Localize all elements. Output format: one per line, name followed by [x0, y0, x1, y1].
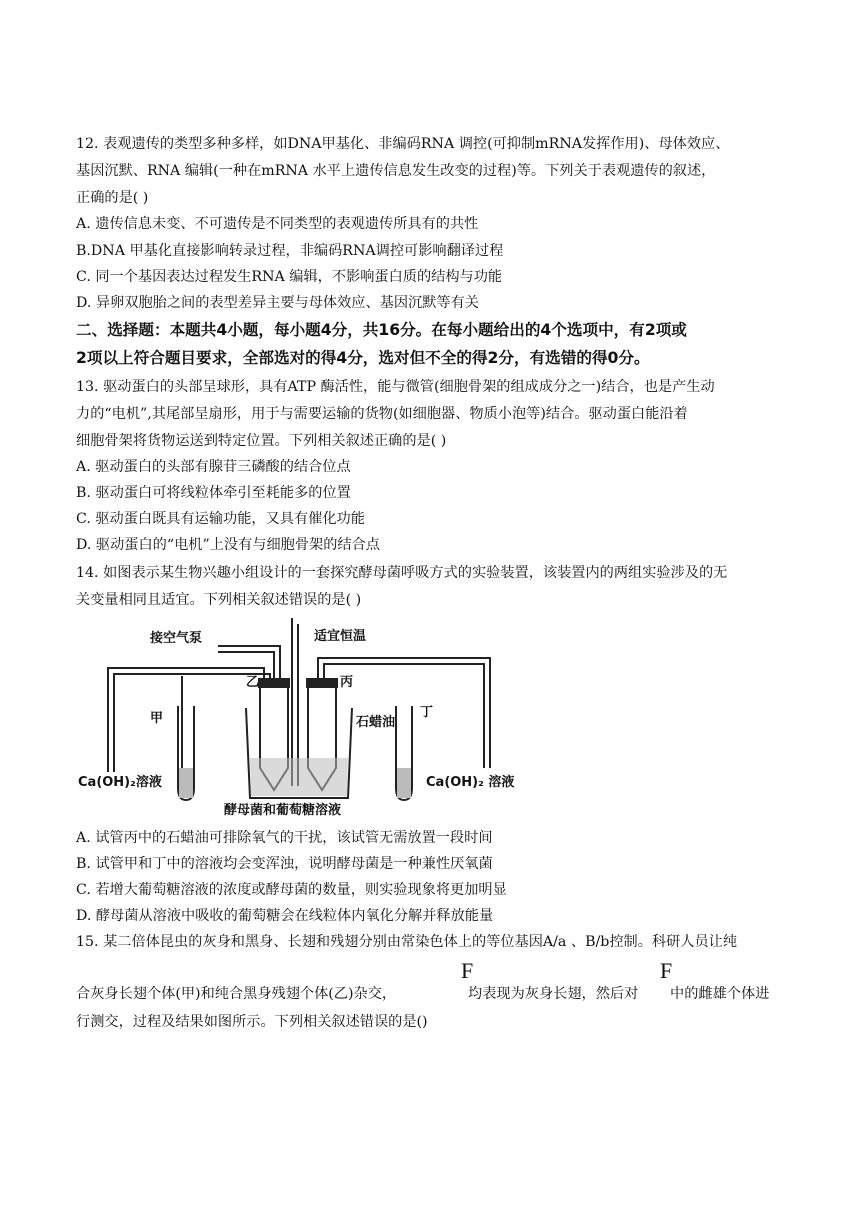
section2-heading-line-1: 二、选择题：本题共4小题，每小题4分，共16分。在每小题给出的4个选项中，有2项或 [76, 321, 687, 339]
q14-line-2: 关变量相同且适宜。下列相关叙述错误的是( ) [76, 592, 362, 608]
q13-option-b: B. 驱动蛋白可将线粒体牵引至耗能多的位置 [76, 485, 351, 501]
label-paraffin-oil: 石蜡油 [356, 715, 396, 730]
q15-line-2a: 合灰身长翅个体(甲)和纯合黑身残翅个体(乙)杂交， [76, 986, 397, 1002]
label-bing: 丙 [340, 675, 354, 690]
q14-option-d: D. 酵母菌从溶液中吸收的葡萄糖会在线粒体内氧化分解并释放能量 [76, 908, 494, 924]
label-limewater-right: Ca(OH)₂ 溶液 [426, 775, 515, 790]
label-yi: 乙 [246, 675, 260, 690]
q15-line-3: 行测交，过程及结果如图所示。下列相关叙述错误的是() [76, 1014, 428, 1030]
q13-option-a: A. 驱动蛋白的头部有腺苷三磷酸的结合位点 [76, 459, 351, 475]
q12-line-1: 12. 表观遗传的类型多种多样，如DNA甲基化、非编码RNA 调控(可抑制mRNA发挥作用)、母体效应、 [76, 136, 730, 152]
q12-option-d: D. 异卵双胞胎之间的表型差异主要与母体效应、基因沉默等有关 [76, 295, 479, 311]
q14-option-a: A. 试管丙中的石蜡油可排除氧气的干扰，该试管无需放置一段时间 [76, 830, 493, 846]
label-limewater-left: Ca(OH)₂溶液 [78, 775, 162, 790]
q15-line-2b: 均表现为灰身长翅，然后对 [468, 986, 639, 1002]
q12-line-2: 基因沉默、RNA 编辑(一种在mRNA 水平上遗传信息发生改变的过程)等。下列关于表观遗传的叙述， [76, 163, 716, 179]
q14-line-1: 14. 如图表示某生物兴趣小组设计的一套探究酵母菌呼吸方式的实验装置，该装置内的两组实验涉及的无 [76, 565, 728, 581]
q12-option-b: B.DNA 甲基化直接影响转录过程，非编码RNA调控可影响翻译过程 [76, 243, 504, 259]
figure-caption: 酵母菌和葡萄糖溶液 [224, 803, 342, 818]
q13-line-2: 力的“电机”,其尾部呈扇形，用于与需要运输的货物(如细胞器、物质小泡等)结合。驱动蛋白能沿着 [76, 406, 688, 422]
q15-f1-symbol: F [461, 958, 474, 983]
q13-option-c: C. 驱动蛋白既具有运输功能，又具有催化功能 [76, 511, 365, 527]
stopper-bing [306, 678, 338, 688]
label-temperature: 适宜恒温 [314, 629, 367, 644]
q13-line-3: 细胞骨架将货物运送到特定位置。下列相关叙述正确的是( ) [76, 433, 447, 449]
left-delivery-tube [108, 668, 264, 772]
label-ding: 丁 [420, 705, 434, 720]
q12-option-a: A. 遗传信息未变、不可遗传是不同类型的表观遗传所具有的共性 [76, 216, 479, 232]
q15-line-2c: 中的雌雄个体进 [670, 986, 770, 1002]
stopper-yi [258, 678, 290, 688]
q14-option-c: C. 若增大葡萄糖溶液的浓度或酵母菌的数量，则实验现象将更加明显 [76, 882, 507, 898]
q12-option-c: C. 同一个基因表达过程发生RNA 编辑，不影响蛋白质的结构与功能 [76, 269, 503, 285]
q14-option-b: B. 试管甲和丁中的溶液均会变浑浊，说明酵母菌是一种兼性厌氧菌 [76, 856, 493, 872]
q13-option-d: D. 驱动蛋白的“电机”上没有与细胞骨架的结合点 [76, 537, 380, 553]
q12-line-3: 正确的是( ) [76, 190, 149, 206]
yeast-respiration-apparatus-figure [78, 618, 558, 823]
q15-line-1: 15. 某二倍体昆虫的灰身和黑身、长翅和残翅分别由常染色体上的等位基因A/a 、B/b控制。科研人员让纯 [76, 934, 738, 950]
label-jia: 甲 [150, 711, 164, 726]
q13-line-1: 13. 驱动蛋白的头部呈球形，具有ATP 酶活性，能与微管(细胞骨架的组成成分之一)结合，也是产生动 [76, 379, 715, 395]
section2-heading-line-2: 2项以上符合题目要求，全部选对的得4分，选对但不全的得2分，有选错的得0分。 [76, 349, 650, 367]
q15-f1-symbol-2: F [660, 958, 673, 983]
label-pump: 接空气泵 [150, 631, 203, 646]
